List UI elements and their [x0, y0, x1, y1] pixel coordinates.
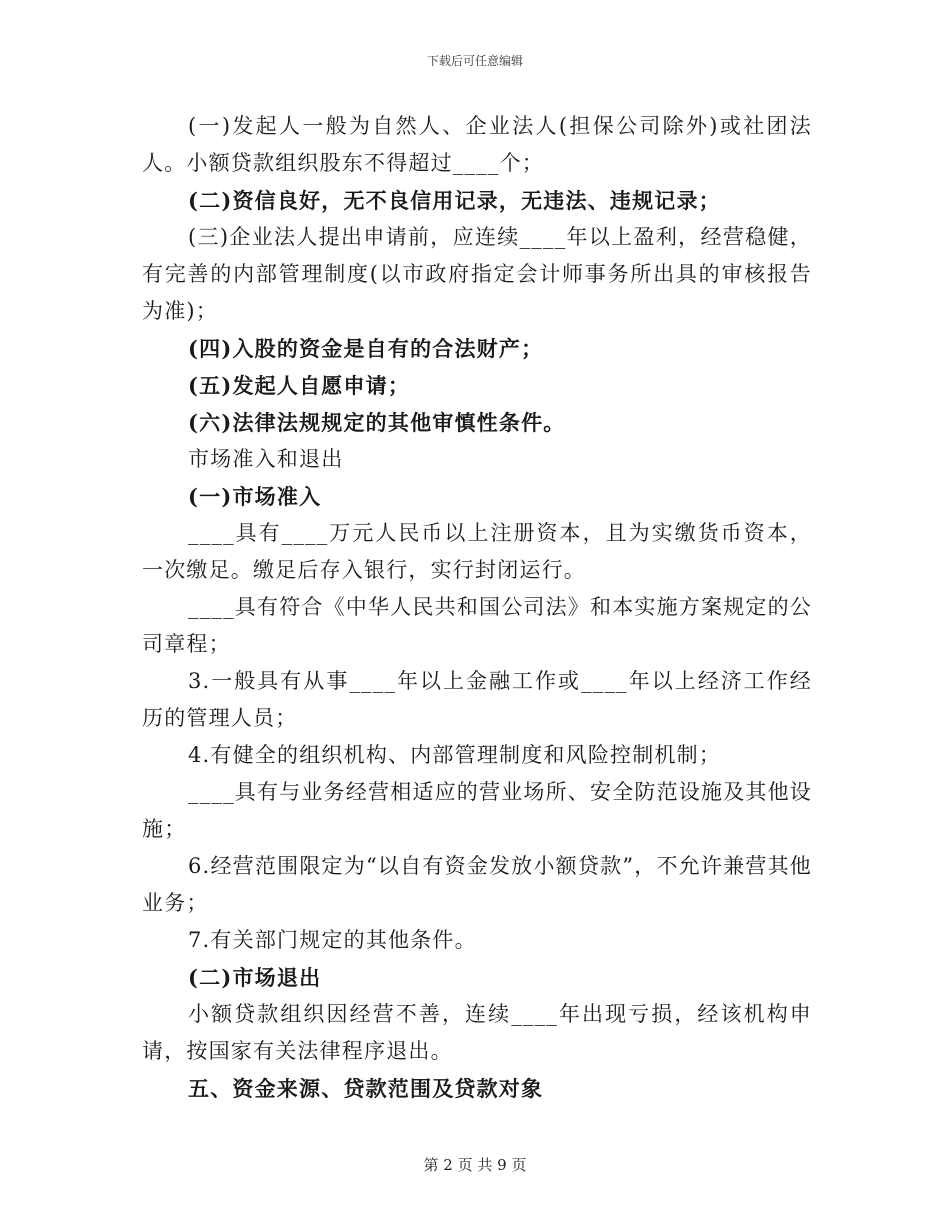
paragraph-3: (三)企业法人提出申请前，应连续____年以上盈利，经营稳健，有完善的内部管理制度(以市政府指定会计师事务所出具的审核报告为准)； [142, 225, 812, 323]
page-header: 下载后可任意编辑 [426, 54, 523, 68]
paragraph-13: ____具有与业务经营相适应的营业场所、安全防范设施及其他设施； [142, 780, 812, 841]
paragraph-12: 4.有健全的组织机构、内部管理制度和风险控制机制； [188, 743, 722, 767]
paragraph-14: 6.经营范围限定为“以自有资金发放小额贷款”，不允许兼营其他业务； [142, 854, 812, 915]
paragraph-2: (二)资信良好，无不良信用记录，无违法、违规记录； [188, 188, 721, 213]
section-heading-funds: 五、资金来源、贷款范围及贷款对象 [188, 1076, 544, 1101]
paragraph-10: ____具有符合《中华人民共和国公司法》和本实施方案规定的公司章程； [142, 595, 812, 656]
paragraph-15: 7.有关部门规定的其他条件。 [188, 928, 477, 952]
section-heading-market: 市场准入和退出 [188, 447, 344, 471]
document-body [142, 108, 812, 1107]
paragraph-5: (五)发起人自愿申请； [188, 373, 411, 398]
page-footer: 第 2 页 共 9 页 [423, 1156, 527, 1174]
paragraph-6: (六)法律法规规定的其他审慎性条件。 [188, 410, 566, 435]
subsection-heading-exit: (二)市场退出 [188, 965, 322, 990]
paragraph-4: (四)入股的资金是自有的合法财产； [188, 336, 544, 361]
paragraph-1: (一)发起人一般为自然人、企业法人(担保公司除外)或社团法人。小额贷款组织股东不得超过____个； [142, 114, 812, 175]
paragraph-11: 3.一般具有从事____年以上金融工作或____年以上经济工作经历的管理人员； [142, 669, 812, 730]
subsection-heading-entry: (一)市场准入 [188, 484, 322, 509]
paragraph-9: ____具有____万元人民币以上注册资本，且为实缴货币资本，一次缴足。缴足后存入银行，实行封闭运行。 [142, 521, 812, 582]
paragraph-17: 小额贷款组织因经营不善，连续____年出现亏损，经该机构申请，按国家有关法律程序退出。 [142, 1002, 812, 1063]
